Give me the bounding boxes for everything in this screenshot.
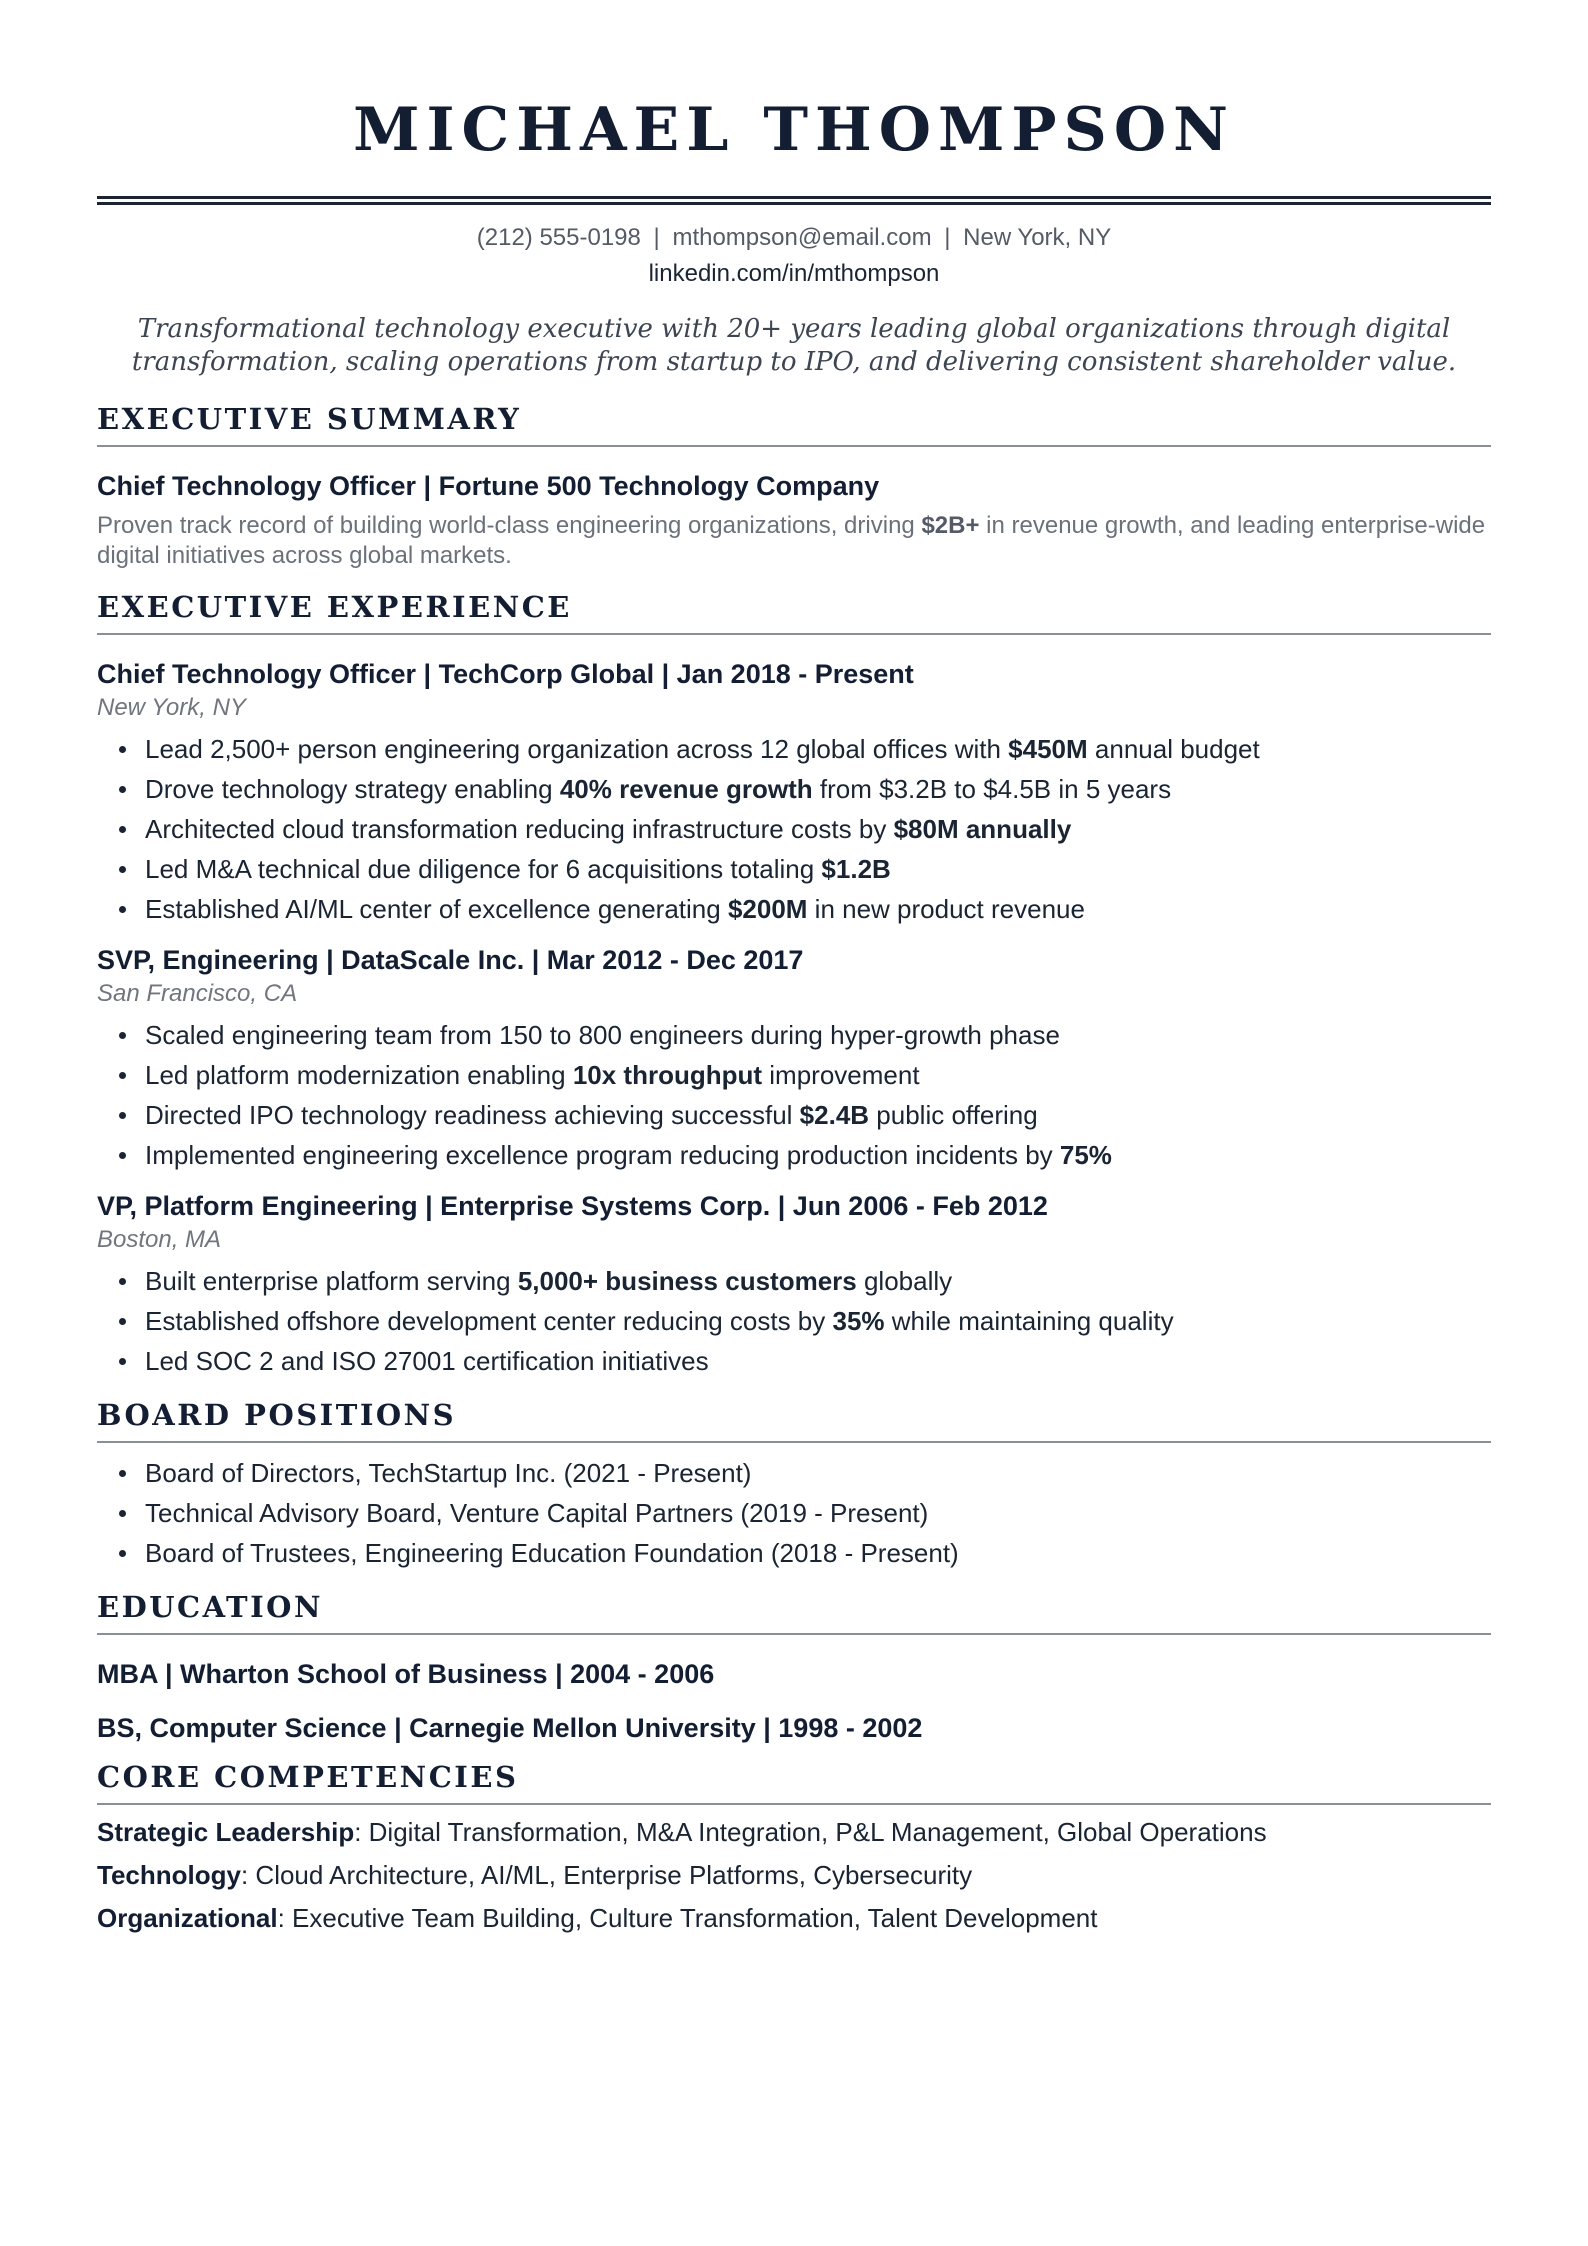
job-bullet bbox=[97, 729, 1491, 769]
job-location: San Francisco, CA bbox=[97, 980, 298, 1007]
board-positions-list bbox=[97, 1453, 1491, 1573]
education-item: BS, Computer Science | Carnegie Mellon University | 1998 - 2002 bbox=[97, 1713, 923, 1743]
job-bullet bbox=[97, 1055, 1491, 1095]
job-bullet bbox=[97, 1095, 1491, 1135]
competency-list bbox=[97, 1811, 1491, 1940]
bullet-text: Lead 2,500+ person engineering organization across 12 global offices with bbox=[145, 734, 1009, 764]
board-position-item: Board of Directors, TechStartup Inc. (2021 - Present) bbox=[97, 1453, 1491, 1493]
summary-headline: Chief Technology Officer | Fortune 500 Technology Company bbox=[97, 471, 880, 501]
contact-location: New York, NY bbox=[963, 224, 1112, 251]
competency-items: : Digital Transformation, M&A Integration, P&L Management, Global Operations bbox=[354, 1817, 1267, 1847]
job-bullet bbox=[97, 769, 1491, 809]
job-bullet-list bbox=[97, 1015, 1491, 1175]
job-title: Chief Technology Officer | TechCorp Global | Jan 2018 - Present bbox=[97, 659, 914, 689]
bullet-text: globally bbox=[856, 1266, 953, 1296]
job-title: VP, Platform Engineering | Enterprise Systems Corp. | Jun 2006 - Feb 2012 bbox=[97, 1191, 1048, 1221]
bullet-text: Led platform modernization enabling bbox=[145, 1060, 573, 1090]
section-title-executive-summary: EXECUTIVE SUMMARY bbox=[97, 401, 1491, 447]
bullet-highlight: 35% bbox=[832, 1306, 885, 1336]
bullet-highlight: $200M bbox=[727, 894, 808, 924]
bullet-text: improvement bbox=[762, 1060, 920, 1090]
bullet-text: Built enterprise platform serving bbox=[145, 1266, 518, 1296]
competency-items: : Executive Team Building, Culture Transformation, Talent Development bbox=[277, 1903, 1098, 1933]
education-list bbox=[97, 1657, 1491, 1745]
contact-line bbox=[97, 223, 1491, 253]
competency-line bbox=[97, 1854, 1491, 1897]
job-bullet bbox=[97, 889, 1491, 929]
competency-label: Organizational bbox=[97, 1903, 278, 1933]
board-position-item: Board of Trustees, Engineering Education Foundation (2018 - Present) bbox=[97, 1533, 1491, 1573]
contact-phone: (212) 555-0198 bbox=[476, 224, 641, 251]
bullet-highlight: $1.2B bbox=[821, 854, 891, 884]
experience-list bbox=[97, 657, 1491, 1381]
summary-block bbox=[97, 469, 1491, 571]
section-title-executive-experience: EXECUTIVE EXPERIENCE bbox=[97, 589, 1491, 635]
contact-linkedin[interactable]: linkedin.com/in/mthompson bbox=[648, 260, 940, 287]
bullet-text: from $3.2B to $4.5B in 5 years bbox=[812, 774, 1172, 804]
bullet-highlight: 40% revenue growth bbox=[559, 774, 813, 804]
bullet-highlight: $450M bbox=[1008, 734, 1088, 764]
bullet-text: Scaled engineering team from 150 to 800 engineers during hyper-growth phase bbox=[145, 1020, 1060, 1050]
bullet-text: public offering bbox=[869, 1100, 1038, 1130]
bullet-text: Implemented engineering excellence program reducing production incidents by bbox=[145, 1140, 1060, 1170]
education-item: MBA | Wharton School of Business | 2004 - 2006 bbox=[97, 1659, 715, 1689]
contact-email[interactable]: mthompson@email.com bbox=[672, 224, 932, 251]
section-title-board-positions: BOARD POSITIONS bbox=[97, 1397, 1491, 1443]
bullet-text: Led SOC 2 and ISO 27001 certification initiatives bbox=[145, 1346, 709, 1376]
bullet-highlight: $80M annually bbox=[893, 814, 1072, 844]
job-bullet bbox=[97, 1135, 1491, 1175]
bullet-text: annual budget bbox=[1087, 734, 1260, 764]
job-bullet bbox=[97, 1301, 1491, 1341]
bullet-text: in new product revenue bbox=[807, 894, 1085, 924]
competency-label: Strategic Leadership bbox=[97, 1817, 355, 1847]
header-double-rule bbox=[97, 196, 1491, 205]
experience-entry bbox=[97, 657, 1491, 929]
candidate-name: MICHAEL THOMPSON bbox=[353, 95, 1235, 165]
bullet-highlight: $2.4B bbox=[799, 1100, 870, 1130]
job-bullet bbox=[97, 1261, 1491, 1301]
competency-label: Technology bbox=[97, 1860, 241, 1890]
competency-line bbox=[97, 1811, 1491, 1854]
competency-line bbox=[97, 1897, 1491, 1940]
experience-entry bbox=[97, 943, 1491, 1175]
summary-text: Proven track record of building world-class engineering organizations, driving $2B+ in revenue growth, and leading enterprise-wide digital initiatives across global markets. bbox=[97, 512, 1486, 569]
job-bullet bbox=[97, 1015, 1491, 1055]
board-position-item: Technical Advisory Board, Venture Capital Partners (2019 - Present) bbox=[97, 1493, 1491, 1533]
job-bullet bbox=[97, 1341, 1491, 1381]
bullet-text: Architected cloud transformation reducing infrastructure costs by bbox=[145, 814, 894, 844]
bullet-text: Directed IPO technology readiness achieving successful bbox=[145, 1100, 800, 1130]
competency-items: : Cloud Architecture, AI/ML, Enterprise Platforms, Cybersecurity bbox=[240, 1860, 973, 1890]
section-title-education: EDUCATION bbox=[97, 1589, 1491, 1635]
contact-separator: | bbox=[944, 224, 951, 251]
bullet-highlight: 5,000+ business customers bbox=[517, 1266, 857, 1296]
bullet-text: Led M&A technical due diligence for 6 acquisitions totaling bbox=[145, 854, 822, 884]
job-location: New York, NY bbox=[97, 694, 246, 721]
job-bullet bbox=[97, 809, 1491, 849]
job-bullet-list bbox=[97, 729, 1491, 929]
job-bullet-list bbox=[97, 1261, 1491, 1381]
bullet-text: Established offshore development center reducing costs by bbox=[145, 1306, 833, 1336]
job-bullet bbox=[97, 849, 1491, 889]
experience-entry bbox=[97, 1189, 1491, 1381]
job-location: Boston, MA bbox=[97, 1226, 222, 1253]
bullet-text: while maintaining quality bbox=[884, 1306, 1174, 1336]
section-title-core-competencies: CORE COMPETENCIES bbox=[97, 1759, 1491, 1805]
professional-tagline: Transformational technology executive with 20+ years leading global organizations through digital transformation, scaling operations from startup to IPO, and delivering consistent shareholder value. bbox=[131, 314, 1457, 377]
job-title: SVP, Engineering | DataScale Inc. | Mar 2012 - Dec 2017 bbox=[97, 945, 804, 975]
bullet-highlight: 10x throughput bbox=[572, 1060, 763, 1090]
bullet-highlight: 75% bbox=[1059, 1140, 1112, 1170]
contact-separator: | bbox=[653, 224, 660, 251]
bullet-text: Drove technology strategy enabling bbox=[145, 774, 560, 804]
bullet-text: Established AI/ML center of excellence generating bbox=[145, 894, 728, 924]
